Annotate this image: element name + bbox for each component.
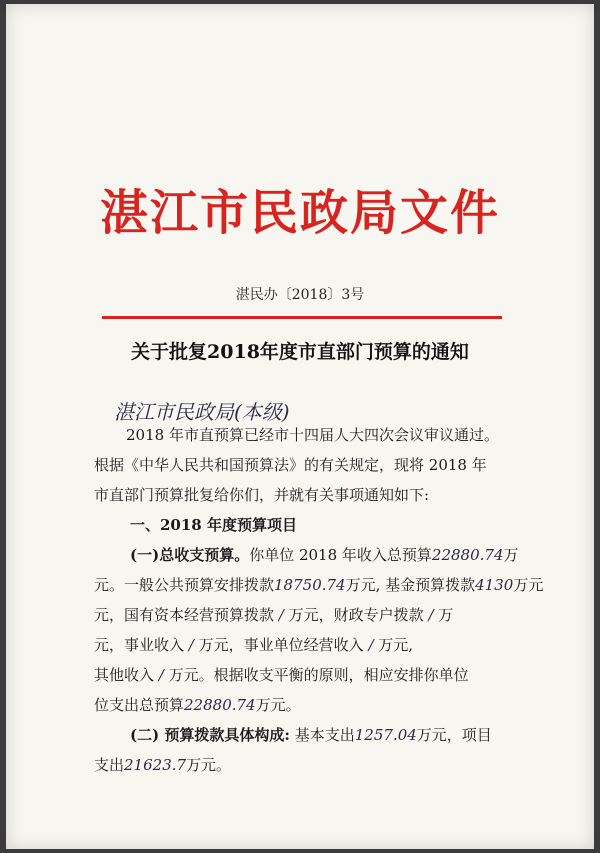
handwritten-value: 21623.7 [124, 756, 187, 774]
text: 支出 [94, 756, 125, 774]
handwritten-slash: / [428, 606, 434, 624]
paragraph-line [130, 724, 492, 745]
text: 万 [503, 546, 519, 564]
handwritten-slash: / [368, 636, 374, 654]
handwritten-addressee: 湛江市民政局(本级) [114, 400, 290, 424]
handwritten-value: 22880.74 [184, 696, 256, 714]
text: 元。一般公共预算安排拨款 [94, 576, 275, 594]
subsection-label: (二) 预算拨款具体构成: [130, 726, 290, 744]
handwritten-slash: / [188, 636, 194, 654]
text: 元，事业收入 [94, 636, 185, 654]
handwritten-value: 1257.04 [354, 726, 417, 744]
document-page [6, 4, 594, 849]
section-heading: 一、2018 年度预算项目 [130, 516, 297, 534]
text: 元，国有资本经营预算拨款 [94, 606, 275, 624]
paragraph-line [94, 664, 469, 685]
text: 你单位 2018 年收入总预算 [249, 546, 432, 564]
text: 根据《中华人民共和国预算法》的有关规定，现将 2018 年 [94, 456, 487, 474]
text: 万元，事业单位经营收入 [198, 636, 364, 654]
text: 万元, 基金预算拨款 [345, 576, 476, 594]
handwritten-slash: / [158, 666, 164, 684]
handwritten-slash: / [278, 606, 284, 624]
paragraph-line [94, 574, 543, 595]
document-number: 湛民办〔2018〕3号 [235, 287, 365, 303]
text: 2018 年市直预算已经市十四届人大四次会议审议通过。 [126, 426, 499, 444]
text: 万元。 [255, 696, 301, 714]
text: 位支出总预算 [94, 696, 185, 714]
text: 万元，项目 [416, 726, 492, 744]
text: 万元 [378, 636, 409, 654]
subsection-label: (一)总收支预算。 [130, 546, 250, 564]
text: 基本支出 [294, 726, 355, 744]
document-title: 关于批复2018年度市直部门预算的通知 [131, 341, 469, 363]
handwritten-value: 18750.74 [274, 576, 346, 594]
paragraph-line [94, 604, 453, 625]
paragraph-line: 元，事业收入 / 万元，事业单位经营收入 / 万元, [94, 636, 414, 654]
paragraph-line [94, 694, 301, 715]
red-divider [102, 316, 502, 319]
text: 万元。根据收支平衡的原则，相应安排你单位 [168, 666, 469, 684]
text: 万元 [513, 576, 544, 594]
text: 万 [438, 606, 454, 624]
text: 市直部门预算批复给你们，并就有关事项通知如下: [94, 486, 430, 504]
paragraph-line [130, 544, 519, 565]
text: 万元，财政专户拨款 [288, 606, 424, 624]
handwritten-value: 22880.74 [431, 546, 504, 564]
paragraph-line [94, 754, 231, 775]
paragraph-line [94, 484, 429, 505]
paragraph-line [94, 454, 487, 475]
text: 万元。 [186, 756, 232, 774]
handwritten-value: 4130 [475, 576, 514, 594]
text: 其他收入 [94, 666, 155, 684]
issuer-header: 湛江市民政局文件 [99, 185, 500, 241]
paragraph-line [126, 424, 499, 445]
